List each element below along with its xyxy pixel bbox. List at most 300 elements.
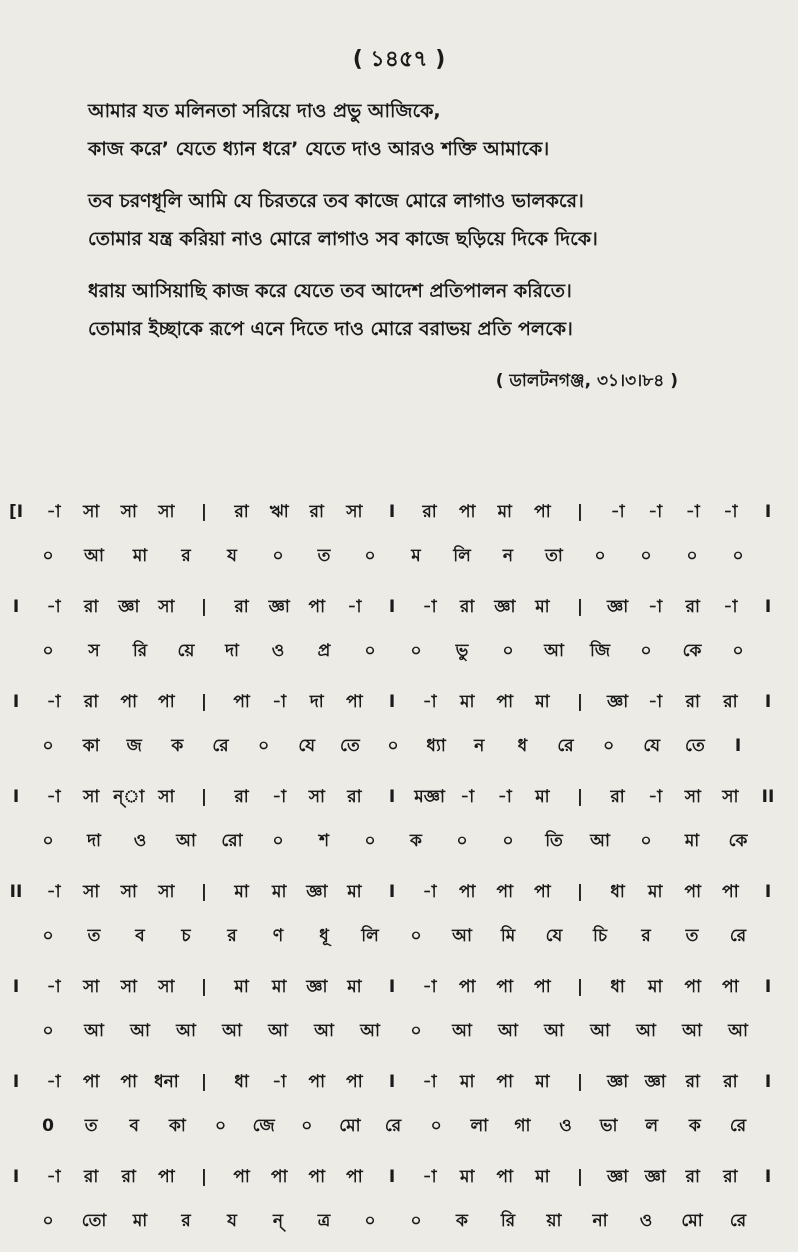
bar-line: | bbox=[200, 787, 208, 807]
lyric-syllable: কে bbox=[728, 831, 748, 851]
lyric-syllable-row bbox=[0, 1011, 798, 1051]
stanza-2 bbox=[88, 182, 778, 258]
swara-note: জ্ঞা bbox=[118, 597, 140, 617]
lyric-syllable: মো bbox=[681, 1211, 703, 1231]
lyric-syllable: কা bbox=[82, 736, 100, 756]
swara-note: রা bbox=[121, 1167, 136, 1187]
lyric-syllable: জি bbox=[589, 641, 611, 661]
stanza-1 bbox=[88, 92, 778, 168]
bar-line: I bbox=[388, 1167, 396, 1187]
notation-block bbox=[0, 872, 798, 967]
lyric-syllable: ০ bbox=[42, 546, 54, 566]
swara-note: -া bbox=[460, 787, 475, 807]
swara-note: পা bbox=[458, 977, 476, 997]
lyric-syllable: তে bbox=[685, 736, 705, 756]
lyric-syllable: ক bbox=[456, 1211, 468, 1231]
lyric-syllable: ০ bbox=[456, 831, 468, 851]
swara-note: মা bbox=[272, 882, 287, 902]
swara-note: রা bbox=[347, 787, 362, 807]
lyric-syllable: আ bbox=[590, 831, 610, 851]
swara-note: জ্ঞা bbox=[606, 597, 629, 617]
swara-note: সা bbox=[83, 502, 100, 522]
swara-row bbox=[0, 492, 798, 532]
notation-block bbox=[0, 492, 798, 587]
lyric-syllable: র bbox=[641, 926, 651, 946]
lyric-syllable-row bbox=[0, 631, 798, 671]
lyric-syllable: র bbox=[181, 1211, 191, 1231]
swara-row bbox=[0, 1062, 798, 1102]
lyric-syllable: তা bbox=[545, 546, 563, 566]
swara-note: -া bbox=[46, 977, 61, 997]
swara-note: রা bbox=[723, 1167, 738, 1187]
swara-note: পা bbox=[684, 882, 702, 902]
lyric-syllable: আ bbox=[682, 1021, 702, 1041]
lyric-syllable: যে bbox=[643, 736, 661, 756]
notation-block bbox=[0, 587, 798, 682]
swara-note: সা bbox=[83, 787, 100, 807]
bar-line: I bbox=[764, 502, 772, 522]
swara-note: রা bbox=[234, 502, 249, 522]
swara-note: পা bbox=[722, 882, 739, 902]
lyric-syllable: ০ bbox=[410, 1021, 422, 1041]
bar-line: I bbox=[764, 597, 772, 617]
lyric-syllable: ০ bbox=[301, 1116, 313, 1136]
notation-section bbox=[0, 492, 798, 1252]
notation-block bbox=[0, 1157, 798, 1252]
swara-note: পা bbox=[308, 597, 326, 617]
swara-note: সা bbox=[684, 787, 701, 807]
notation-block bbox=[0, 967, 798, 1062]
lyric-syllable: ০ bbox=[214, 1116, 227, 1136]
swara-note: পা bbox=[158, 1167, 175, 1187]
lyric-syllable: ক bbox=[410, 831, 422, 851]
swara-note: পা bbox=[722, 977, 739, 997]
lyric-syllable: আ bbox=[452, 1021, 472, 1041]
lyric-syllable: মো bbox=[339, 1116, 361, 1136]
lyric-syllable: ০ bbox=[410, 641, 422, 661]
lyric-syllable: ০ bbox=[42, 1021, 54, 1041]
lyric-syllable: রি bbox=[132, 641, 148, 661]
swara-note: পা bbox=[120, 1072, 138, 1092]
swara-note: ধনা bbox=[154, 1072, 179, 1092]
swara-note: পা bbox=[684, 977, 702, 997]
swara-note: সা bbox=[83, 882, 100, 902]
bar-line: [I bbox=[8, 502, 24, 522]
lyric-syllable: ণ bbox=[272, 926, 284, 946]
lyric-syllable: আ bbox=[452, 926, 472, 946]
lyric-line: তোমার ইচ্ছাকে রূপে এনে দিতে দাও মোরে বরাভয় প্রতি পলকে। bbox=[88, 318, 573, 340]
lyric-syllable: ০ bbox=[42, 926, 54, 946]
bar-line: I bbox=[388, 787, 396, 807]
lyric-syllable: ০ bbox=[272, 546, 284, 566]
swara-note: -া bbox=[723, 597, 738, 617]
swara-note: -া bbox=[422, 1072, 437, 1092]
bar-line: I bbox=[12, 692, 20, 712]
lyric-syllable: লি bbox=[361, 926, 379, 946]
bar-line: | bbox=[576, 787, 584, 807]
bar-line: I bbox=[764, 692, 772, 712]
lyric-syllable: আ bbox=[360, 1021, 380, 1041]
lyric-syllable: দা bbox=[225, 641, 239, 661]
lyric-syllable: ০ bbox=[640, 831, 652, 851]
bar-line: | bbox=[576, 692, 584, 712]
lyric-syllable: ০ bbox=[364, 641, 376, 661]
lyric-syllable: ০ bbox=[594, 546, 606, 566]
swara-note: পা bbox=[233, 1167, 250, 1187]
bar-line: I bbox=[12, 597, 20, 617]
lyric-syllable-row bbox=[0, 536, 798, 576]
swara-note: রা bbox=[610, 787, 625, 807]
lyric-syllable: ০ bbox=[686, 546, 698, 566]
swara-note: পা bbox=[496, 882, 514, 902]
lyric-syllable: রে bbox=[729, 1116, 747, 1136]
swara-note: -া bbox=[272, 692, 287, 712]
swara-note: মা bbox=[272, 977, 287, 997]
swara-note: জ্ঞা bbox=[306, 977, 328, 997]
notation-block bbox=[0, 1062, 798, 1157]
lyric-syllable: য bbox=[227, 1211, 237, 1231]
lyric-syllable: জে bbox=[252, 1116, 275, 1136]
lyric-syllable: য bbox=[227, 546, 237, 566]
swara-note: জ্ঞা bbox=[644, 1072, 666, 1092]
swara-note: পা bbox=[270, 1167, 288, 1187]
swara-note: -া bbox=[685, 502, 700, 522]
bar-line: II bbox=[761, 787, 775, 807]
swara-note: জ্ঞা bbox=[268, 597, 290, 617]
bar-line: I bbox=[388, 502, 396, 522]
lyric-syllable: আ bbox=[314, 1021, 334, 1041]
stanza-3 bbox=[88, 272, 778, 348]
bar-line: | bbox=[576, 597, 584, 617]
swara-note: মজ্ঞা bbox=[414, 787, 445, 807]
swara-note: পা bbox=[158, 692, 175, 712]
bar-line: I bbox=[764, 977, 772, 997]
lyric-syllable: ০ bbox=[410, 926, 422, 946]
swara-note: মা bbox=[347, 977, 362, 997]
swara-note: দা bbox=[309, 692, 324, 712]
lyric-syllable: ০ bbox=[640, 641, 652, 661]
bar-line: | bbox=[200, 1167, 208, 1187]
swara-note: -া bbox=[46, 882, 61, 902]
lyric-syllable: দা bbox=[87, 831, 101, 851]
lyric-syllable: রে bbox=[384, 1116, 402, 1136]
lyric-syllable: ০ bbox=[258, 736, 270, 756]
lyric-syllable: ধ bbox=[517, 736, 528, 756]
swara-note: জ্ঞা bbox=[606, 1167, 629, 1187]
lyric-syllable: ০ bbox=[603, 736, 615, 756]
page-number: ( ১৪৫৭ ) bbox=[352, 47, 446, 72]
lyric-syllable: ০ bbox=[387, 736, 399, 756]
lyric-syllable: ত bbox=[685, 926, 699, 946]
lyric-syllable: ০ bbox=[732, 546, 744, 566]
swara-note: মা bbox=[234, 882, 249, 902]
swara-note: পা bbox=[496, 1072, 514, 1092]
lyric-syllable: না bbox=[592, 1211, 608, 1231]
swara-note: মা bbox=[347, 882, 362, 902]
swara-note: পা bbox=[82, 1072, 100, 1092]
swara-note: রা bbox=[234, 787, 249, 807]
lyric-syllable-row bbox=[0, 726, 798, 766]
bar-line: | bbox=[200, 502, 208, 522]
lyric-syllable: ০ bbox=[502, 641, 514, 661]
lyric-syllable: আ bbox=[498, 1021, 518, 1041]
bar-line: | bbox=[200, 597, 208, 617]
swara-note: মা bbox=[535, 692, 550, 712]
swara-note: রা bbox=[685, 597, 700, 617]
lyric-syllable: রি bbox=[500, 1211, 516, 1231]
lyric-syllable: রে bbox=[729, 926, 747, 946]
swara-note: পা bbox=[496, 977, 514, 997]
bar-line: I bbox=[12, 1072, 20, 1092]
lyric-syllable: র bbox=[227, 926, 237, 946]
lyric-syllable: প্র bbox=[317, 641, 331, 661]
swara-note: -া bbox=[422, 692, 437, 712]
swara-note: রা bbox=[84, 597, 99, 617]
notation-block bbox=[0, 682, 798, 777]
swara-note: মা bbox=[535, 787, 550, 807]
swara-note: রা bbox=[723, 1072, 738, 1092]
swara-note: সা bbox=[83, 977, 100, 997]
bar-line: I bbox=[388, 692, 396, 712]
lyric-syllable: তো bbox=[81, 1211, 107, 1231]
bar-line: I bbox=[388, 597, 396, 617]
swara-note: -া bbox=[610, 502, 625, 522]
bar-line: | bbox=[576, 1167, 584, 1187]
bar-line: | bbox=[576, 882, 584, 902]
lyric-syllable: ক bbox=[688, 1116, 701, 1136]
lyric-syllable: কা bbox=[168, 1116, 186, 1136]
swara-note: পা bbox=[458, 882, 476, 902]
swara-note: সা bbox=[158, 597, 175, 617]
swara-note: রা bbox=[685, 692, 700, 712]
lyric-syllable: রে bbox=[212, 736, 229, 756]
lyric-syllable: ও bbox=[639, 1211, 653, 1231]
lyric-syllable: মা bbox=[132, 1211, 148, 1231]
lyric-syllable: ন bbox=[474, 736, 485, 756]
lyric-syllable: ০ bbox=[640, 546, 652, 566]
lyric-syllable: আ bbox=[268, 1021, 288, 1041]
swara-note: রা bbox=[309, 502, 324, 522]
swara-note: সা bbox=[158, 502, 175, 522]
lyric-line: তোমার যন্ত্র করিয়া নাও মোরে লাগাও সব কাজে ছড়িয়ে দিকে দিকে। bbox=[88, 228, 598, 250]
swara-row bbox=[0, 872, 798, 912]
lyric-syllable: ০ bbox=[430, 1116, 442, 1136]
lyric-syllable: ধ্যা bbox=[426, 736, 446, 756]
lyric-syllable: রে bbox=[557, 736, 574, 756]
swara-note: পা bbox=[233, 692, 250, 712]
bar-line: I bbox=[388, 977, 396, 997]
swara-note: -া bbox=[272, 787, 287, 807]
bar-line: | bbox=[576, 502, 584, 522]
lyric-syllable: ০ bbox=[42, 736, 54, 756]
lyric-syllable: লা bbox=[470, 1116, 489, 1136]
lyric-syllable: আ bbox=[130, 1021, 150, 1041]
swara-note: পা bbox=[308, 1072, 326, 1092]
swara-note: রা bbox=[422, 502, 437, 522]
swara-note: -া bbox=[422, 882, 437, 902]
swara-note: সা bbox=[158, 882, 175, 902]
bar-line: I bbox=[764, 1167, 772, 1187]
swara-note: সা bbox=[158, 787, 175, 807]
swara-note: মা bbox=[648, 977, 663, 997]
bar-line: I bbox=[388, 1072, 396, 1092]
swara-note: মা bbox=[234, 977, 249, 997]
swara-note: ধা bbox=[610, 977, 625, 997]
swara-note: ধা bbox=[234, 1072, 249, 1092]
lyric-syllable: চি bbox=[592, 926, 608, 946]
lyric-syllable: আ bbox=[84, 1021, 104, 1041]
swara-note: পা bbox=[346, 1072, 363, 1092]
swara-note: মা bbox=[535, 1072, 550, 1092]
lyric-syllable: যে bbox=[545, 926, 563, 946]
swara-note: জ্ঞা bbox=[494, 597, 516, 617]
lyric-syllable: ০ bbox=[272, 831, 284, 851]
lyric-syllable: য়ে bbox=[177, 641, 195, 661]
swara-note: সা bbox=[308, 787, 325, 807]
swara-note: -া bbox=[46, 1167, 61, 1187]
lyric-syllable: ত bbox=[84, 1116, 98, 1136]
lyric-syllable: চ bbox=[181, 926, 191, 946]
swara-note: পা bbox=[458, 502, 476, 522]
swara-note: মা bbox=[535, 597, 550, 617]
swara-note: রা bbox=[723, 692, 738, 712]
swara-note: জ্ঞা bbox=[644, 1167, 666, 1187]
swara-note: পা bbox=[496, 692, 514, 712]
swara-note: মা bbox=[460, 692, 475, 712]
lyric-syllable: আ bbox=[590, 1021, 610, 1041]
lyric-line: তব চরণধূলি আমি যে চিরতরে তব কাজে মোরে লাগাও ভালকরে। bbox=[88, 190, 584, 212]
swara-note: -া bbox=[46, 1072, 61, 1092]
bar-line: I bbox=[12, 1167, 20, 1187]
swara-note: সা bbox=[346, 502, 363, 522]
lyric-syllable: ০ bbox=[410, 1211, 422, 1231]
swara-note: -া bbox=[648, 597, 663, 617]
lyric-syllable: ক bbox=[171, 736, 184, 756]
lyric-syllable: মি bbox=[500, 926, 516, 946]
bar-line: | bbox=[200, 1072, 208, 1092]
lyric-syllable: জ bbox=[126, 736, 142, 756]
swara-note: মা bbox=[648, 882, 663, 902]
swara-note: -া bbox=[422, 597, 437, 617]
lyric-syllable: তি bbox=[545, 831, 563, 851]
swara-note: -া bbox=[347, 597, 362, 617]
swara-note: -া bbox=[723, 502, 738, 522]
lyric-syllable: আ bbox=[84, 546, 104, 566]
lyric-syllable: আ bbox=[544, 1021, 564, 1041]
swara-note: মা bbox=[535, 1167, 550, 1187]
lyric-syllable-row bbox=[0, 1106, 798, 1146]
swara-note: -া bbox=[648, 502, 663, 522]
lyric-syllable: রো bbox=[221, 831, 243, 851]
lyric-syllable: ও bbox=[271, 641, 285, 661]
swara-note: রা bbox=[84, 1167, 99, 1187]
swara-note: মা bbox=[460, 1072, 475, 1092]
swara-row bbox=[0, 967, 798, 1007]
swara-row bbox=[0, 777, 798, 817]
swara-note: জ্ঞা bbox=[606, 692, 629, 712]
lyric-syllable-row bbox=[0, 916, 798, 956]
lyric-syllable: রে bbox=[729, 1211, 747, 1231]
lyric-syllable: 0 bbox=[42, 1116, 54, 1136]
swara-row bbox=[0, 682, 798, 722]
lyric-syllable: লি bbox=[453, 546, 471, 566]
lyric-syllable: ০ bbox=[364, 1211, 376, 1231]
swara-note: -া bbox=[46, 787, 61, 807]
lyric-syllable: ও bbox=[559, 1116, 572, 1136]
lyric-syllable: ০ bbox=[42, 1211, 54, 1231]
lyric-syllable: ০ bbox=[364, 546, 376, 566]
swara-note: মা bbox=[460, 1167, 475, 1187]
lyric-syllable: ও bbox=[133, 831, 147, 851]
lyric-syllable: ত bbox=[87, 926, 101, 946]
lyric-syllable: গা bbox=[514, 1116, 531, 1136]
lyric-syllable: ০ bbox=[42, 641, 54, 661]
lyric-syllable: যে bbox=[298, 736, 316, 756]
lyric-syllable: ল bbox=[645, 1116, 659, 1136]
bar-line: | bbox=[576, 977, 584, 997]
swara-note: পা bbox=[534, 882, 551, 902]
lyric-syllable: ম bbox=[411, 546, 421, 566]
lyric-syllable: ন bbox=[502, 546, 514, 566]
bar-line: | bbox=[200, 692, 208, 712]
swara-note: রা bbox=[685, 1167, 700, 1187]
swara-note: -া bbox=[648, 692, 663, 712]
lyric-syllable: ত bbox=[317, 546, 331, 566]
swara-note: জ্ঞা bbox=[306, 882, 328, 902]
swara-note: ধা bbox=[610, 882, 625, 902]
lyric-syllable: ০ bbox=[364, 831, 376, 851]
lyric-syllable: মা bbox=[684, 831, 700, 851]
lyric-syllable: ত্র bbox=[317, 1211, 331, 1231]
lyric-syllable: কে bbox=[682, 641, 702, 661]
swara-note: সা bbox=[722, 787, 739, 807]
bar-line: II bbox=[9, 882, 23, 902]
swara-note: জ্ঞা bbox=[606, 1072, 629, 1092]
bar-line: I bbox=[12, 977, 20, 997]
swara-note: পা bbox=[534, 502, 551, 522]
bar-line: I bbox=[12, 787, 20, 807]
notation-block bbox=[0, 777, 798, 872]
swara-note: ন্‌া bbox=[113, 787, 145, 807]
swara-note: ঋা bbox=[269, 502, 289, 522]
lyric-syllable: আ bbox=[636, 1021, 656, 1041]
lyric-syllable: ব bbox=[129, 1116, 139, 1136]
lyrics-section bbox=[88, 92, 778, 362]
swara-note: পা bbox=[308, 1167, 326, 1187]
bar-line: | bbox=[200, 882, 208, 902]
swara-row bbox=[0, 1157, 798, 1197]
lyric-syllable: আ bbox=[176, 831, 196, 851]
lyric-syllable: ভু bbox=[455, 641, 469, 661]
lyric-syllable: ০ bbox=[732, 641, 744, 661]
swara-note: রা bbox=[234, 597, 249, 617]
lyric-syllable: ০ bbox=[502, 831, 514, 851]
bar-line: | bbox=[200, 977, 208, 997]
swara-note: -া bbox=[422, 977, 437, 997]
lyric-syllable: স bbox=[88, 641, 100, 661]
lyric-syllable: I bbox=[734, 736, 742, 756]
lyric-syllable: ০ bbox=[42, 831, 54, 851]
lyric-syllable: মা bbox=[132, 546, 148, 566]
lyric-syllable: আ bbox=[176, 1021, 196, 1041]
bar-line: I bbox=[764, 882, 772, 902]
swara-note: -া bbox=[272, 1072, 287, 1092]
lyric-syllable-row bbox=[0, 821, 798, 861]
lyric-syllable: ব bbox=[135, 926, 145, 946]
place-date: ( ডালটনগঞ্জ, ৩১।৩।৮৪ ) bbox=[495, 371, 678, 391]
lyric-line: ধরায় আসিয়াছি কাজ করে যেতে তব আদেশ প্রতিপালন করিতে। bbox=[88, 280, 572, 302]
swara-note: -া bbox=[648, 787, 663, 807]
